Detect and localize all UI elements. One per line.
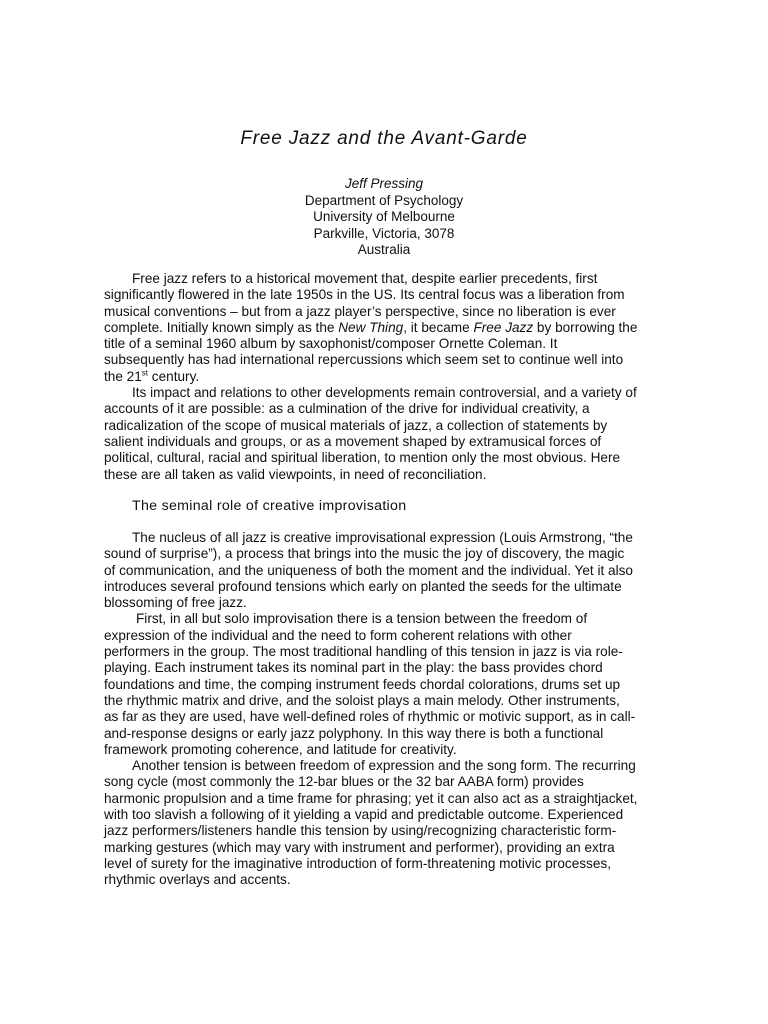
section-p3-line: level of surety for the imaginative introduction of form-threatening motivic processes,	[104, 855, 611, 871]
intro-p1-text: by borrowing the	[533, 319, 638, 335]
intro-p1-text: century.	[148, 368, 200, 384]
author-name: Jeff Pressing	[344, 176, 424, 191]
section-paragraph-2	[104, 611, 674, 758]
intro-p1-line: subsequently has had international repercussions which seem set to continue well into	[104, 352, 624, 368]
section-p3-line: harmonic propulsion and a time frame for phrasing; yet it can also act as a straightjacket,	[104, 790, 638, 806]
intro-p2-line: salient individuals and groups, or as a movement shaped by extramusical forces of	[104, 433, 602, 449]
section-p3-line: rhythmic overlays and accents.	[104, 872, 291, 888]
intro-p2-line: political, cultural, racial and spiritual liberation, to mention only the most obvious. Here	[104, 450, 621, 466]
section-p2-line: as far as they are used, have well-defined roles of rhythmic or motivic support, as in call-	[104, 709, 636, 725]
section-body	[104, 530, 674, 889]
section-p3-line: song cycle (most commonly the 12-bar blues or the 32 bar AABA form) provides	[104, 774, 584, 790]
section-p2-line: First, in all but solo improvisation there is a tension between the freedom of	[136, 611, 588, 627]
intro-p1-text: the 21	[104, 368, 142, 384]
intro-p2-line: accounts of it are possible: as a culmination of the drive for individual creativity, a	[104, 401, 590, 417]
section-p3-line: with too slavish a following of it yielding a vapid and predictable outcome. Experienced	[104, 807, 624, 823]
section-p2-line: expression of the individual and the need to form coherent relations with other	[104, 627, 572, 643]
intro-p1-line: significantly flowered in the late 1950s in the US. Its central focus was a liberation from	[104, 287, 625, 303]
intro-p2-line: these are all taken as valid viewpoints, in need of reconciliation.	[104, 466, 487, 482]
section-paragraph-3	[104, 758, 674, 888]
author-university: University of Melbourne	[313, 209, 455, 225]
ordinal-superscript: st	[141, 368, 149, 378]
section-p3-line: jazz performers/listeners handle this tension by using/recognizing characteristic form-	[104, 823, 617, 839]
intro-p2-line: Its impact and relations to other developments remain controversial, and a variety of	[132, 385, 637, 401]
document-title: Free Jazz and the Avant-Garde	[240, 128, 528, 149]
section-p1-line: sound of surprise”), a process that brings into the music the joy of discovery, the magic	[104, 546, 625, 562]
section-p1-line: The nucleus of all jazz is creative improvisational expression (Louis Armstrong, “the	[132, 530, 633, 545]
section-p1-line: of communication, and the uniqueness of both the moment and the individual. Yet it also	[104, 562, 633, 578]
section-paragraph-1	[104, 530, 674, 611]
section-p2-line: and-response designs or early jazz polyphony. In this way there is both a functional	[104, 725, 604, 741]
intro-paragraph-2	[104, 385, 674, 483]
author-country: Australia	[357, 242, 411, 258]
author-department: Department of Psychology	[304, 192, 464, 208]
section-p2-line: playing. Each instrument takes its nominal part in the play: the bass provides chord	[104, 660, 603, 676]
intro-p2-line: radicalization of the scope of musical materials of jazz, a collection of statements by	[104, 417, 608, 433]
author-address: Parkville, Victoria, 3078	[313, 225, 455, 241]
section-p2-line: foundations and time, the comping instrument feeds chordal colorations, drums set up	[104, 676, 621, 692]
author-block	[0, 176, 768, 259]
intro-paragraph-1	[104, 271, 674, 385]
section-p2-line: framework promoting coherence, and latitude for creativity.	[104, 741, 457, 757]
free-jazz-term: Free Jazz	[473, 319, 534, 335]
intro-p1-line: musical conventions – but from a jazz player’s perspective, since no liberation is ever	[104, 303, 616, 319]
intro-section	[104, 271, 674, 483]
section-heading: The seminal role of creative improvisation	[132, 498, 407, 514]
intro-p1-text: , it became	[403, 319, 474, 335]
section-p3-line: Another tension is between freedom of expression and the song form. The recurring	[132, 758, 636, 774]
new-thing-term: New Thing	[338, 319, 404, 335]
section-p1-line: blossoming of free jazz.	[104, 595, 247, 611]
intro-p1-text: complete. Initially known simply as the	[104, 319, 339, 335]
intro-p1-line: title of a seminal 1960 album by saxophonist/composer Ornette Coleman. It	[104, 336, 558, 352]
section-p2-line: the rhythmic matrix and drive, and the soloist plays a main melody. Other instruments,	[104, 692, 620, 708]
intro-p1-line: Free jazz refers to a historical movement that, despite earlier precedents, first	[132, 271, 598, 286]
section-p2-line: performers in the group. The most traditional handling of this tension in jazz is via role-	[104, 644, 623, 660]
section-p1-line: introduces several profound tensions which early on planted the seeds for the ultimate	[104, 578, 622, 594]
section-p3-line: marking gestures (which may vary with instrument and performer), providing an extra	[104, 839, 615, 855]
